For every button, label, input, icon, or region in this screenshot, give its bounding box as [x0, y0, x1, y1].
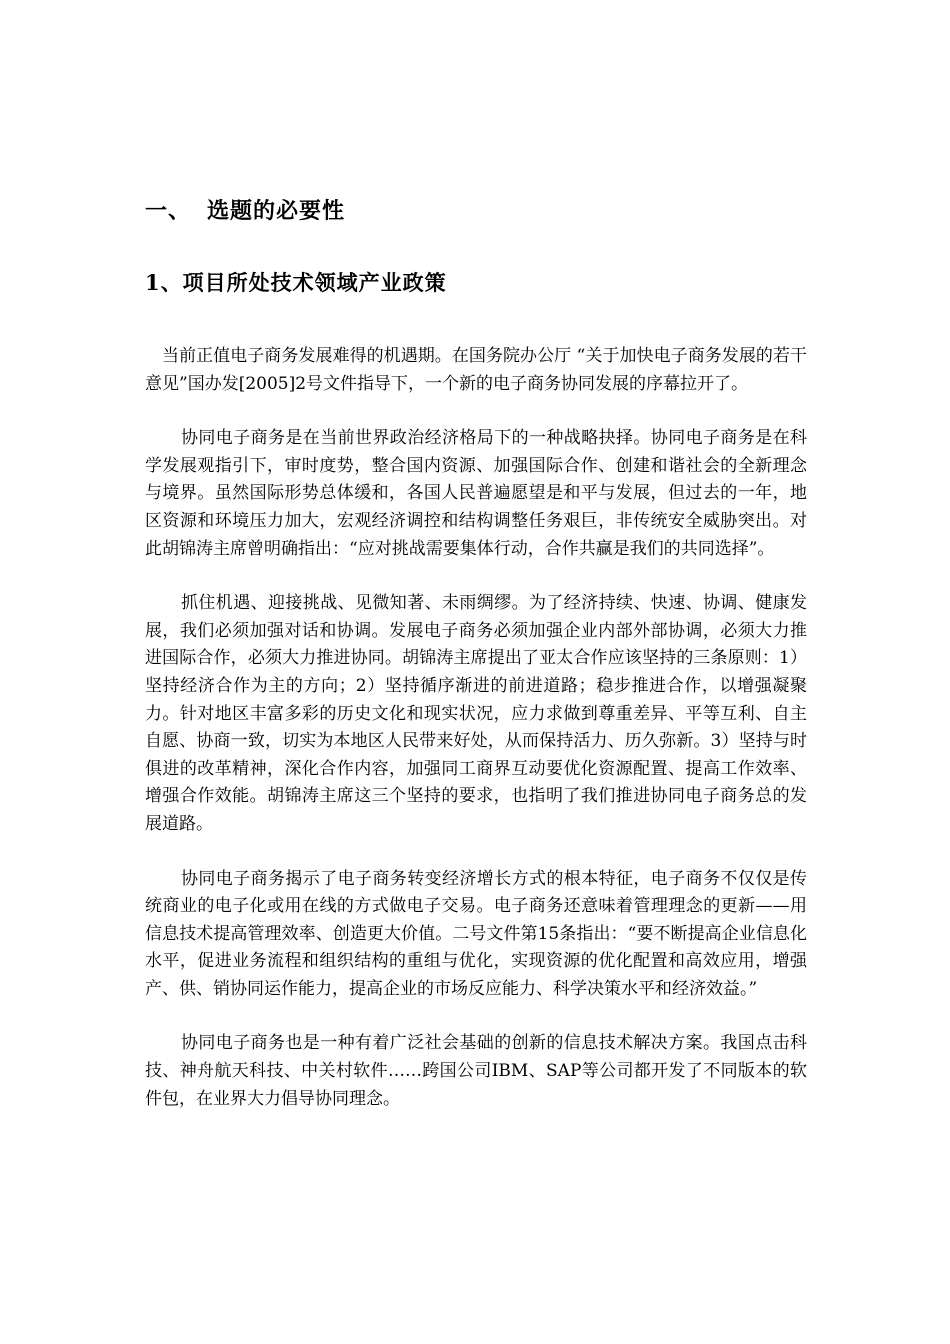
paragraph-5: 协同电子商务也是一种有着广泛社会基础的创新的信息技术解决方案。我国点击科技、神舟航天科技、中关村软件……跨国公司IBM、SAP等公司都开发了不同版本的软件包，在业界大力倡导协同理念。 — [145, 1033, 807, 1109]
paragraph-4: 协同电子商务揭示了电子商务转变经济增长方式的根本特征，电子商务不仅仅是传统商业的电子化或用在线的方式做电子交易。电子商务还意味着管理理念的更新——用信息技术提高管理效率、创造更大价值。二号文件第15条指出：“要不断提高企业信息化水平，促进业务流程和组织结构的重组与优化，实现资源的优化配置和高效应用，增强产、供、销协同运作能力，提高企业的市场反应能力、科学决策水平和经济效益。” — [145, 868, 807, 999]
section-heading — [145, 196, 807, 226]
document-page — [145, 196, 807, 1113]
subsection-heading: 1、项目所处技术领域产业政策 — [145, 270, 447, 295]
paragraph-1: 当前正值电子商务发展难得的机遇期。在国务院办公厅 “关于加快电子商务发展的若干意见”国办发[2005]2号文件指导下，一个新的电子商务协同发展的序幕拉开了。 — [145, 346, 807, 394]
paragraph-3: 抓住机遇、迎接挑战、见微知著、未雨绸缪。为了经济持续、快速、协调、健康发展，我们必须加强对话和协调。发展电子商务必须加强企业内部外部协调，必须大力推进国际合作，必须大力推进协同。胡锦涛主席提出了亚太合作应该坚持的三条原则：1）坚持经济合作为主的方向；2）坚持循序渐进的前进道路；稳步推进合作，以增强凝聚力。针对地区丰富多彩的历史文化和现实状况，应力求做到尊重差异、平等互利、自主自愿、协商一致，切实为本地区人民带来好处，从而保持活力、历久弥新。3）坚持与时俱进的改革精神，深化合作内容，加强同工商界互动要优化资源配置、提高工作效率、增强合作效能。胡锦涛主席这三个坚持的要求，也指明了我们推进协同电子商务总的发展道路。 — [145, 593, 807, 834]
section-title: 选题的必要性 — [207, 198, 346, 224]
section-number: 一、 — [145, 198, 192, 224]
paragraph-2: 协同电子商务是在当前世界政治经济格局下的一种战略抉择。协同电子商务是在科学发展观指引下，审时度势，整合国内资源、加强国际合作、创建和谐社会的全新理念与境界。虽然国际形势总体缓和，各国人民普遍愿望是和平与发展，但过去的一年，地区资源和环境压力加大，宏观经济调控和结构调整任务艰巨，非传统安全威胁突出。对此胡锦涛主席曾明确指出：“应对挑战需要集体行动，合作共赢是我们的共同选择”。 — [145, 428, 807, 559]
